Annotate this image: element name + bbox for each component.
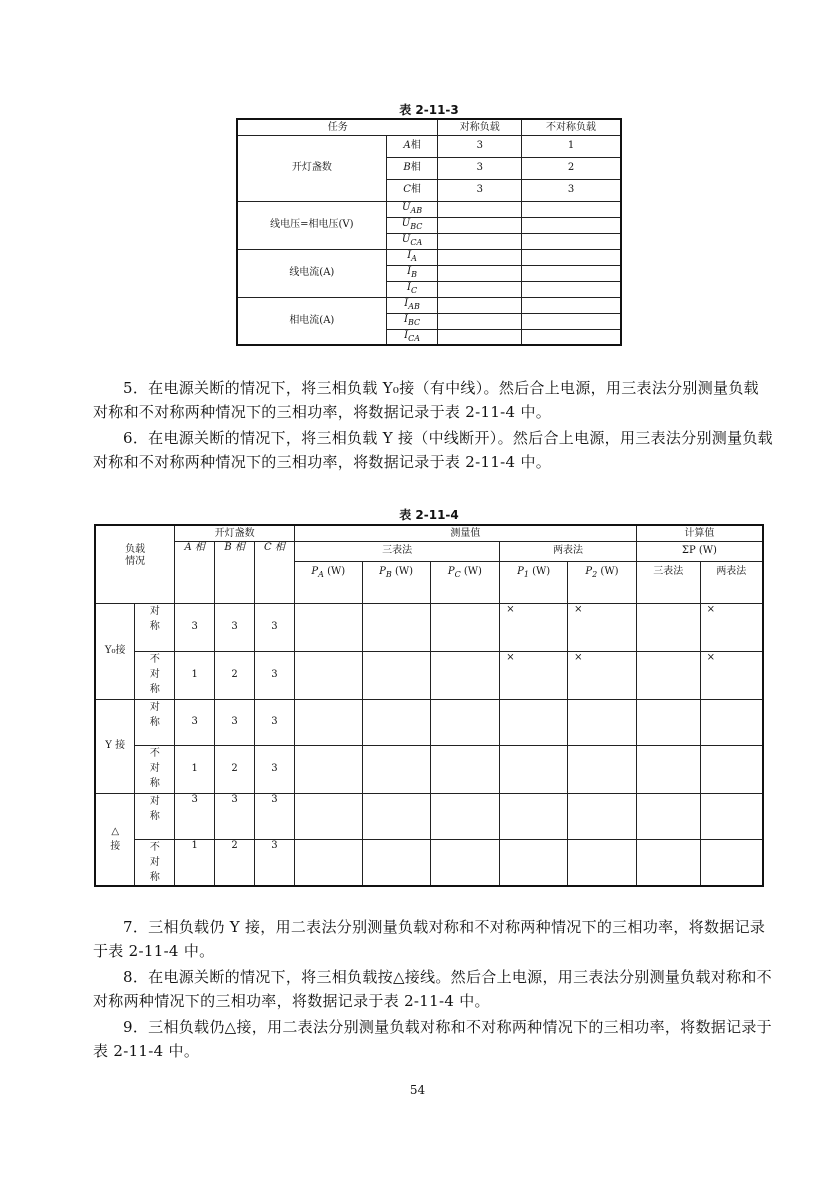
empty-cell[interactable] [438,313,522,329]
empty-cell[interactable] [438,265,522,281]
empty-cell[interactable] [636,745,700,793]
value-cell: 2 [522,157,621,179]
empty-cell[interactable] [294,745,362,793]
not-applicable-mark: × [500,603,568,651]
value-cell: 3 [438,157,522,179]
empty-cell[interactable] [636,793,700,839]
calc-three-meter-header: 三表法 [636,561,700,603]
pc-header: $P_C$ (W) [430,561,500,603]
not-applicable-mark: × [568,651,637,699]
phase-c-header: C 相 [255,541,295,603]
symbol-cell: $I_{BC}$ [386,313,438,329]
kind-asym: 不对称 [135,651,175,699]
kind-asym: 不对称 [135,839,175,886]
empty-cell[interactable] [522,329,621,345]
empty-cell[interactable] [522,249,621,265]
lights-value: 3 [175,699,215,745]
phase-cell: A相 [386,135,438,157]
empty-cell[interactable] [522,201,621,217]
lights-value: 1 [175,839,215,886]
p1-header: $P_1$ (W) [500,561,568,603]
empty-cell[interactable] [430,839,500,886]
empty-cell[interactable] [636,603,700,651]
empty-cell[interactable] [438,281,522,297]
symbol-cell: $U_{AB}$ [386,201,438,217]
symbol-cell: $U_{CA}$ [386,233,438,249]
lights-value: 3 [255,651,295,699]
empty-cell[interactable] [500,839,568,886]
not-applicable-mark: × [700,603,763,651]
empty-cell[interactable] [522,281,621,297]
value-cell: 1 [522,135,621,157]
empty-cell[interactable] [430,603,500,651]
empty-cell[interactable] [438,297,522,313]
lights-value: 1 [175,651,215,699]
value-cell: 3 [438,135,522,157]
empty-cell[interactable] [568,699,637,745]
value-cell: 3 [438,179,522,201]
page-number: 54 [409,1083,426,1097]
lights-value: 3 [175,793,215,839]
empty-cell[interactable] [294,603,362,651]
lights-value: 3 [175,603,215,651]
empty-cell[interactable] [636,699,700,745]
empty-cell[interactable] [294,793,362,839]
empty-cell[interactable] [430,745,500,793]
lights-value: 3 [215,793,255,839]
phase-cell: B相 [386,157,438,179]
header-task: 任务 [237,119,438,135]
empty-cell[interactable] [294,839,362,886]
calc-two-meter-header: 两表法 [700,561,763,603]
table-2-11-4-caption: 表 2-11-4 [399,508,459,522]
empty-cell[interactable] [438,249,522,265]
paragraph-6: 6．在电源关断的情况下，将三相负载 Y 接（中线断开）。然后合上电源，用三表法分别测量负载对称和不对称两种情况下的三相功率，将数据记录于表 2-11-4 中。 [93,429,773,471]
lights-value: 2 [215,745,255,793]
group-y0-label: Y₀接 [95,603,135,699]
paragraph-8: 8．在电源关断的情况下，将三相负载按△接线。然后合上电源，用三表法分别测量负载对称和不对称两种情况下的三相功率，将数据记录于表 2-11-4 中。 [93,968,772,1010]
empty-cell[interactable] [438,217,522,233]
load-condition-header: 负载情况 [95,525,175,603]
lights-header: 开灯盏数 [175,525,295,541]
empty-cell[interactable] [636,839,700,886]
empty-cell[interactable] [430,793,500,839]
lights-value: 3 [215,603,255,651]
table-2-11-4 [94,524,764,887]
empty-cell[interactable] [362,793,430,839]
pb-header: $P_B$ (W) [362,561,430,603]
lights-value: 3 [255,839,295,886]
not-applicable-mark: × [568,603,637,651]
empty-cell[interactable] [500,745,568,793]
empty-cell[interactable] [362,699,430,745]
paragraph-7: 7．三相负载仍 Y 接，用二表法分别测量负载对称和不对称两种情况下的三相功率，将数据记录于表 2-11-4 中。 [93,918,766,960]
phase-current-label: 相电流(A) [237,297,386,345]
table-2-11-3 [236,118,622,346]
table-2-11-3-caption: 表 2-11-3 [399,103,459,117]
paragraph-5: 5．在电源关断的情况下，将三相负载 Y₀接（有中线）。然后合上电源，用三表法分别测量负载对称和不对称两种情况下的三相功率，将数据记录于表 2-11-4 中。 [93,379,759,421]
empty-cell[interactable] [568,839,637,886]
empty-cell[interactable] [500,699,568,745]
header-asym: 不对称负载 [522,119,621,135]
p2-header: $P_2$ (W) [568,561,637,603]
empty-cell[interactable] [700,745,763,793]
symbol-cell: $I_{CA}$ [386,329,438,345]
paragraph-9: 9．三相负载仍△接，用二表法分别测量负载对称和不对称两种情况下的三相功率，将数据记录于表 2-11-4 中。 [93,1018,772,1060]
empty-cell[interactable] [362,651,430,699]
empty-cell[interactable] [522,313,621,329]
kind-sym: 对称 [135,603,175,651]
lights-value: 3 [255,699,295,745]
empty-cell[interactable] [636,651,700,699]
symbol-cell: $U_{BC}$ [386,217,438,233]
lights-value: 1 [175,745,215,793]
phase-a-header: A 相 [175,541,215,603]
empty-cell[interactable] [294,651,362,699]
empty-cell[interactable] [362,839,430,886]
empty-cell[interactable] [522,265,621,281]
header-sym: 对称负载 [438,119,522,135]
symbol-cell: $I_B$ [386,265,438,281]
three-meter-header: 三表法 [294,541,499,561]
sum-p-header: ΣP (W) [636,541,763,561]
empty-cell[interactable] [700,793,763,839]
symbol-cell: $I_C$ [386,281,438,297]
calc-header: 计算值 [636,525,763,541]
empty-cell[interactable] [438,201,522,217]
kind-asym: 不对称 [135,745,175,793]
empty-cell[interactable] [500,793,568,839]
lights-value: 3 [255,745,295,793]
not-applicable-mark: × [500,651,568,699]
empty-cell[interactable] [700,839,763,886]
empty-cell[interactable] [522,233,621,249]
empty-cell[interactable] [430,651,500,699]
empty-cell[interactable] [700,699,763,745]
value-cell: 3 [522,179,621,201]
empty-cell[interactable] [522,297,621,313]
empty-cell[interactable] [294,699,362,745]
phase-b-header: B 相 [215,541,255,603]
line-voltage-label: 线电压=相电压(V) [237,201,386,249]
empty-cell[interactable] [522,217,621,233]
empty-cell[interactable] [430,699,500,745]
empty-cell[interactable] [438,233,522,249]
lights-value: 2 [215,651,255,699]
lights-value: 3 [215,699,255,745]
lights-value: 2 [215,839,255,886]
lights-label: 开灯盏数 [237,135,386,201]
empty-cell[interactable] [362,603,430,651]
not-applicable-mark: × [700,651,763,699]
empty-cell[interactable] [568,745,637,793]
kind-sym: 对称 [135,793,175,839]
lights-value: 3 [255,793,295,839]
phase-cell: C相 [386,179,438,201]
two-meter-header: 两表法 [500,541,637,561]
symbol-cell: $I_A$ [386,249,438,265]
group-delta-label: △接 [95,793,135,886]
empty-cell[interactable] [568,793,637,839]
empty-cell[interactable] [362,745,430,793]
measured-header: 测量值 [294,525,636,541]
kind-sym: 对称 [135,699,175,745]
group-y-label: Y 接 [95,699,135,793]
lights-value: 3 [255,603,295,651]
pa-header: $P_A$ (W) [294,561,362,603]
empty-cell[interactable] [438,329,522,345]
line-current-label: 线电流(A) [237,249,386,297]
symbol-cell: $I_{AB}$ [386,297,438,313]
